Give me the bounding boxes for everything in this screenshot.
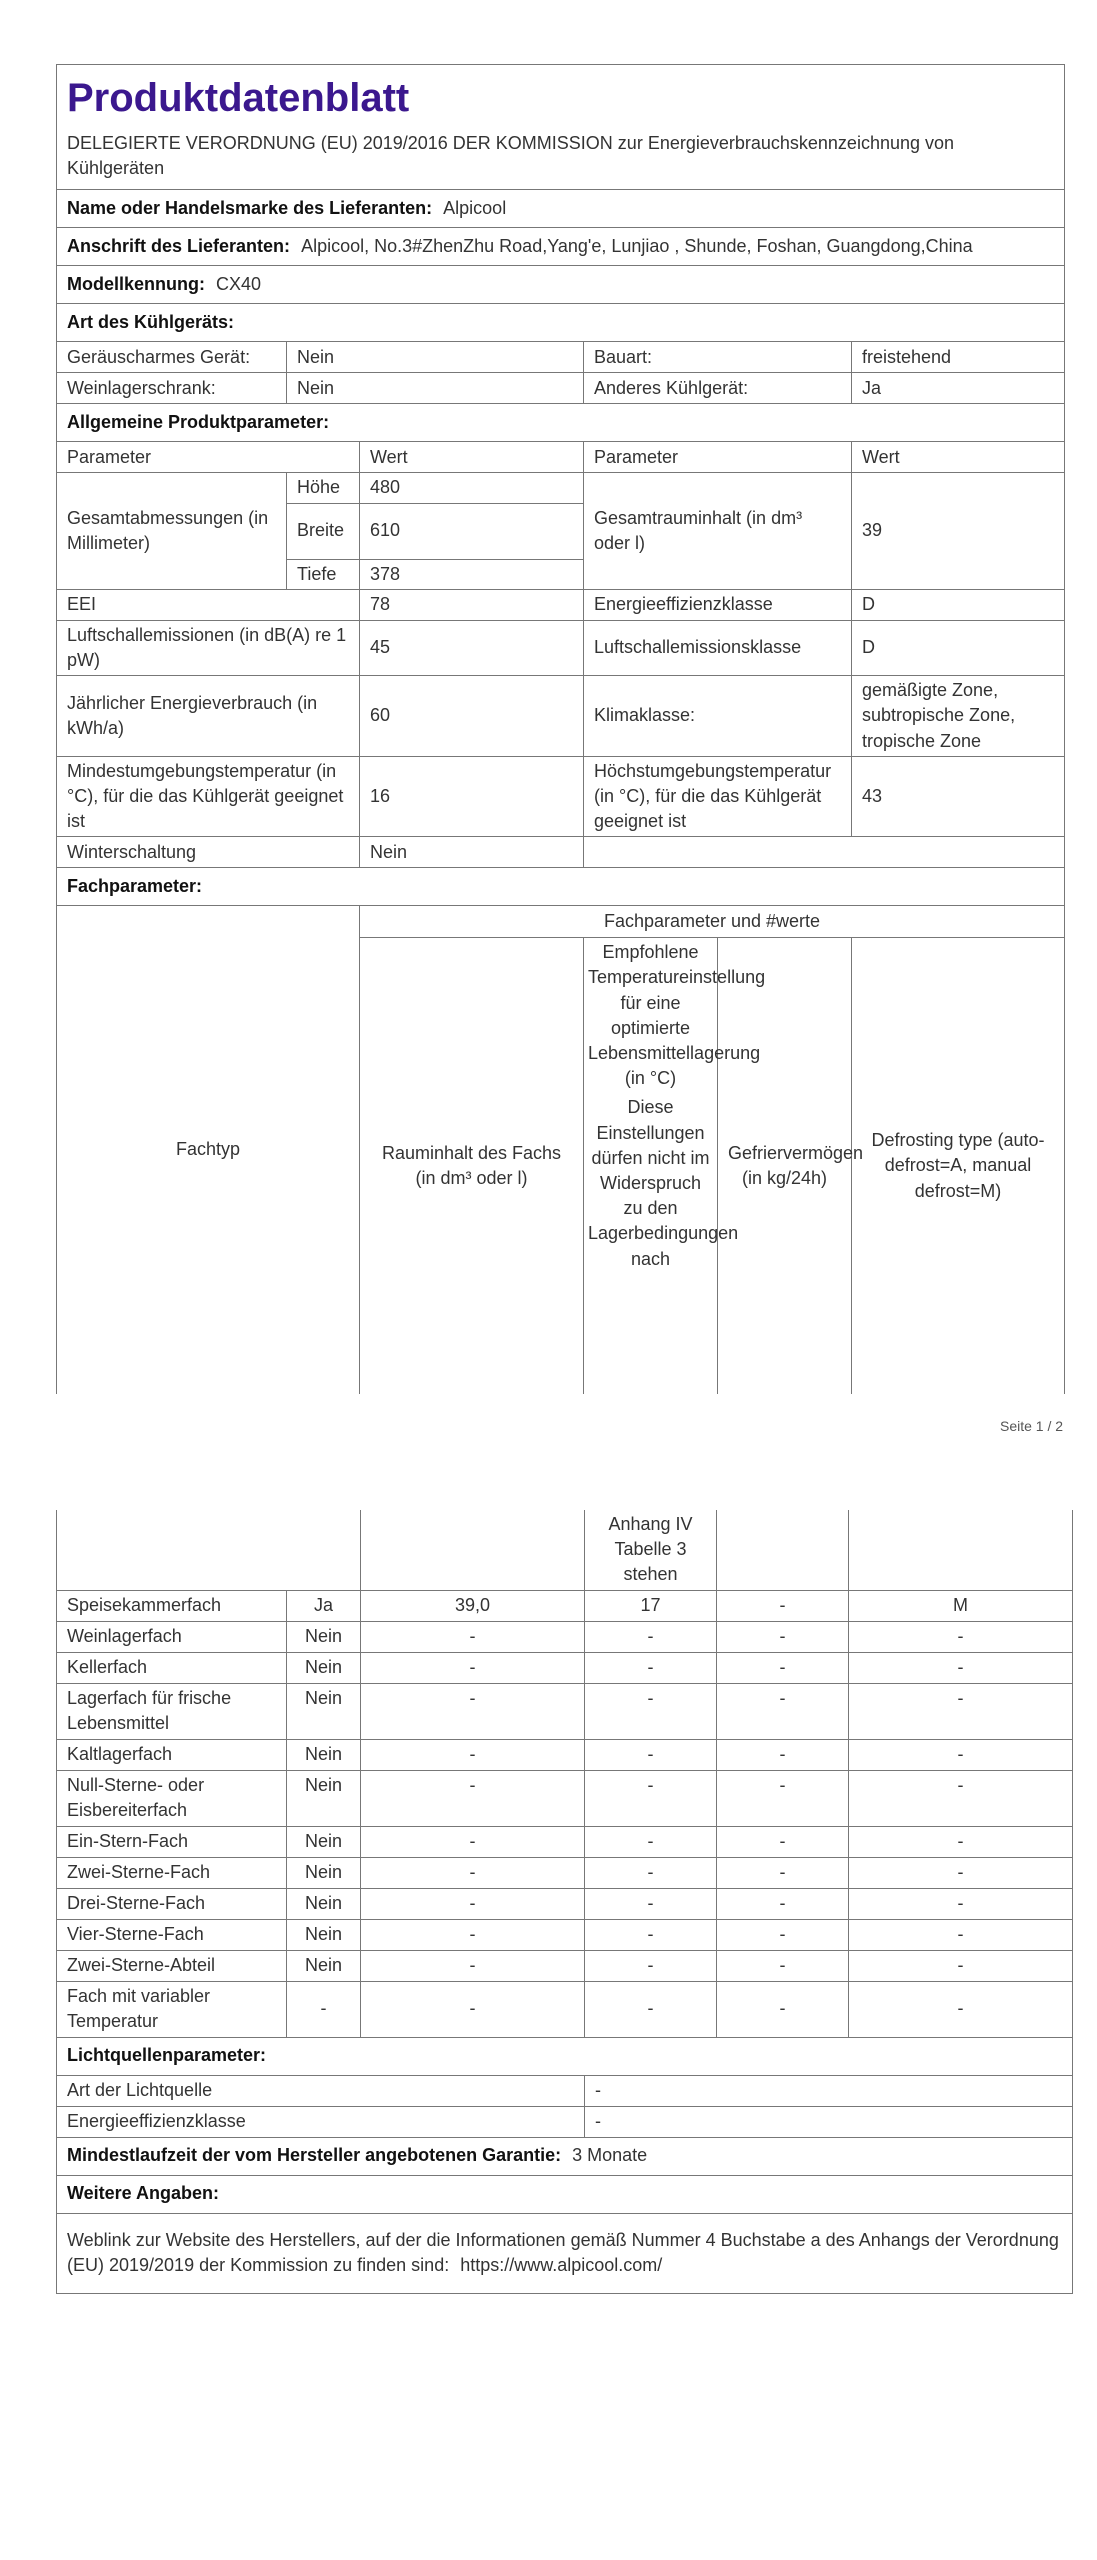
compartment-row [57, 1770, 1073, 1826]
compartment-defrost: - [849, 1739, 1073, 1770]
wine-cabinet-label: Weinlagerschrank: [57, 373, 287, 404]
total-volume-value: 39 [852, 473, 1065, 589]
winter-switch-label: Winterschaltung [57, 837, 360, 868]
compartment-temp: - [585, 1919, 717, 1950]
compartment-volume: - [361, 1621, 585, 1652]
warranty-row [57, 2137, 1073, 2175]
compartment-params-heading: Fachparameter: [57, 868, 1065, 906]
compartment-volume: - [361, 1826, 585, 1857]
compartment-name: Drei-Sterne-Fach [57, 1888, 287, 1919]
datasheet-page-2 [56, 1510, 1072, 2294]
compartment-name: Null-Sterne- oder Eisbereiterfach [57, 1770, 287, 1826]
compartment-name: Speisekammerfach [57, 1590, 287, 1621]
compartment-freezing: - [717, 1770, 849, 1826]
max-temp-label: Höchstumgebungstemperatur (in °C), für die das Kühlgerät geeignet ist [584, 756, 852, 837]
wine-cabinet-value: Nein [287, 373, 584, 404]
compartment-defrost: - [849, 1950, 1073, 1981]
climate-class-value: gemäßigte Zone, subtropische Zone, tropische Zone [852, 676, 1065, 757]
recommended-temp-note: Diese Einstellungen dürfen nicht im Widerspruch zu den Lagerbedingungen nach [588, 1097, 739, 1269]
compartment-volume: - [361, 1950, 585, 1981]
datasheet-table-top [56, 64, 1065, 1394]
compartment-row [57, 1590, 1073, 1621]
min-temp-label: Mindestumgebungstemperatur (in °C), für die das Kühlgerät geeignet ist [57, 756, 360, 837]
compartment-freezing: - [717, 1950, 849, 1981]
continued-defrost-cell [849, 1510, 1073, 1590]
compartment-temp: - [585, 1621, 717, 1652]
manufacturer-weblink[interactable]: https://www.alpicool.com/ [460, 2255, 663, 2275]
compartment-defrost: - [849, 1857, 1073, 1888]
title-cell [57, 65, 1065, 190]
supplier-address-value: Alpicool, No.3#ZhenZhu Road,Yang'e, Lunjiao , Shunde, Foshan, Guangdong,China [301, 236, 973, 257]
compartment-type-header: Fachtyp [57, 906, 360, 1394]
compartment-volume: - [361, 1857, 585, 1888]
recommended-temp-header [584, 938, 766, 1394]
dimensions-label: Gesamtabmessungen (in Millimeter) [57, 473, 287, 589]
light-class-value: - [585, 2106, 1073, 2137]
compartment-name: Kellerfach [57, 1652, 287, 1683]
compartment-temp: - [585, 1888, 717, 1919]
compartment-defrost: - [849, 1888, 1073, 1919]
compartment-freezing: - [717, 1739, 849, 1770]
other-appliance-value: Ja [852, 373, 1065, 404]
defrost-type-header: Defrosting type (auto-defrost=A, manual defrost=M) [852, 938, 1065, 1394]
compartment-volume: 39,0 [361, 1590, 585, 1621]
compartment-present: Nein [287, 1652, 361, 1683]
compartment-freezing: - [717, 1888, 849, 1919]
energy-class-value: D [852, 589, 1065, 620]
compartment-row [57, 1950, 1073, 1981]
compartment-row [57, 1739, 1073, 1770]
compartment-volume: - [361, 1888, 585, 1919]
compartment-temp: - [585, 1770, 717, 1826]
datasheet-table-bottom [56, 1510, 1073, 2294]
col-value-header: Wert [360, 442, 584, 473]
col-param-header: Parameter [57, 442, 360, 473]
col-value-header-2: Wert [852, 442, 1065, 473]
compartment-present: Ja [287, 1590, 361, 1621]
compartment-volume: - [361, 1981, 585, 2037]
compartment-row [57, 1621, 1073, 1652]
regulation-subtitle: DELEGIERTE VERORDNUNG (EU) 2019/2016 DER KOMMISSION zur Energieverbrauchskennzeichnung von Kühlgeräten [67, 133, 955, 179]
compartment-defrost: - [849, 1621, 1073, 1652]
compartment-volume: - [361, 1683, 585, 1739]
compartment-present: Nein [287, 1683, 361, 1739]
further-info-row [57, 2213, 1073, 2293]
compartment-volume-header: Rauminhalt des Fachs (in dm³ oder l) [360, 938, 584, 1394]
compartment-defrost: - [849, 1919, 1073, 1950]
compartment-temp: - [585, 1857, 717, 1888]
compartment-present: Nein [287, 1919, 361, 1950]
climate-class-label: Klimaklasse: [584, 676, 852, 757]
continued-freeze-cell [717, 1510, 849, 1590]
winter-switch-value: Nein [360, 837, 584, 868]
compartment-temp: - [585, 1652, 717, 1683]
compartment-row [57, 1888, 1073, 1919]
width-value: 610 [360, 503, 584, 559]
datasheet-page-1 [56, 64, 1064, 1394]
light-type-label: Art der Lichtquelle [57, 2075, 585, 2106]
compartment-defrost: - [849, 1826, 1073, 1857]
compartment-freezing: - [717, 1919, 849, 1950]
compartment-volume: - [361, 1919, 585, 1950]
compartment-defrost: - [849, 1652, 1073, 1683]
compartment-name: Weinlagerfach [57, 1621, 287, 1652]
freezing-capacity-header: Gefriervermögen (in kg/24h) [718, 938, 852, 1394]
empty-cell [584, 837, 1065, 868]
depth-value: 378 [360, 559, 584, 589]
compartment-temp: - [585, 1981, 717, 2037]
compartment-freezing: - [717, 1590, 849, 1621]
compartment-temp: - [585, 1950, 717, 1981]
height-value: 480 [360, 473, 584, 503]
compartment-volume: - [361, 1652, 585, 1683]
model-row [57, 266, 1065, 304]
compartment-freezing: - [717, 1981, 849, 2037]
noise-label: Luftschallemissionen (in dB(A) re 1 pW) [57, 620, 360, 675]
compartment-row [57, 1683, 1073, 1739]
compartment-row [57, 1826, 1073, 1857]
compartment-volume: - [361, 1770, 585, 1826]
compartment-defrost: - [849, 1683, 1073, 1739]
total-volume-label: Gesamtrauminhalt (in dm³ oder l) [584, 473, 852, 589]
compartment-name: Lagerfach für frische Lebensmittel [57, 1683, 287, 1739]
compartment-name: Zwei-Sterne-Fach [57, 1857, 287, 1888]
warranty-label: Mindestlaufzeit der vom Hersteller angebotenen Garantie: [67, 2145, 562, 2166]
compartment-freezing: - [717, 1857, 849, 1888]
page-title: Produktdatenblatt [67, 76, 410, 120]
compartment-temp: 17 [585, 1590, 717, 1621]
compartment-present: - [287, 1981, 361, 2037]
compartment-freezing: - [717, 1652, 849, 1683]
page-number: Seite 1 / 2 [1000, 1418, 1064, 1434]
compartment-freezing: - [717, 1621, 849, 1652]
compartment-row [57, 1652, 1073, 1683]
compartment-name: Fach mit variabler Temperatur [57, 1981, 287, 2037]
compartment-present: Nein [287, 1739, 361, 1770]
model-value: CX40 [216, 274, 262, 295]
noise-class-value: D [852, 620, 1065, 675]
compartment-present: Nein [287, 1770, 361, 1826]
compartment-row [57, 1857, 1073, 1888]
supplier-address-row [57, 228, 1065, 266]
depth-label: Tiefe [287, 559, 360, 589]
supplier-name-label: Name oder Handelsmarke des Lieferanten: [67, 198, 433, 219]
recommended-temp-text: Empfohlene Temperatureinstellung für eine optimierte Lebensmittellagerung (in °C) [588, 942, 766, 1089]
low-noise-label: Geräuscharmes Gerät: [57, 342, 287, 373]
warranty-value: 3 Monate [572, 2145, 648, 2166]
continued-type-cell [57, 1510, 361, 1590]
col-param-header-2: Parameter [584, 442, 852, 473]
compartment-rows [57, 1590, 1073, 2037]
noise-value: 45 [360, 620, 584, 675]
other-appliance-label: Anderes Kühlgerät: [584, 373, 852, 404]
annual-consumption-value: 60 [360, 676, 584, 757]
compartment-row [57, 1981, 1073, 2037]
height-label: Höhe [287, 473, 360, 503]
min-temp-value: 16 [360, 756, 584, 837]
compartment-freezing: - [717, 1683, 849, 1739]
compartment-defrost: M [849, 1590, 1073, 1621]
compartment-present: Nein [287, 1826, 361, 1857]
light-class-label: Energieeffizienzklasse [57, 2106, 585, 2137]
design-label: Bauart: [584, 342, 852, 373]
compartment-defrost: - [849, 1770, 1073, 1826]
light-source-heading: Lichtquellenparameter: [57, 2037, 1073, 2075]
compartment-volume: - [361, 1739, 585, 1770]
design-value: freistehend [852, 342, 1065, 373]
device-type-heading: Art des Kühlgeräts: [57, 304, 1065, 342]
compartment-freezing: - [717, 1826, 849, 1857]
general-params-heading: Allgemeine Produktparameter: [57, 404, 1065, 442]
eei-label: EEI [57, 589, 360, 620]
compartment-name: Kaltlagerfach [57, 1739, 287, 1770]
compartment-group-header: Fachparameter und #werte [360, 906, 1065, 938]
compartment-present: Nein [287, 1888, 361, 1919]
compartment-temp: - [585, 1683, 717, 1739]
model-label: Modellkennung: [67, 274, 205, 295]
compartment-temp: - [585, 1739, 717, 1770]
compartment-name: Ein-Stern-Fach [57, 1826, 287, 1857]
continued-temp-cell: Anhang IV Tabelle 3 stehen [585, 1510, 717, 1590]
further-info-heading: Weitere Angaben: [57, 2175, 1073, 2213]
continued-volume-cell [361, 1510, 585, 1590]
annual-consumption-label: Jährlicher Energieverbrauch (in kWh/a) [57, 676, 360, 757]
supplier-name-row [57, 190, 1065, 228]
noise-class-label: Luftschallemissionsklasse [584, 620, 852, 675]
compartment-present: Nein [287, 1621, 361, 1652]
width-label: Breite [287, 503, 360, 559]
compartment-row [57, 1919, 1073, 1950]
compartment-name: Zwei-Sterne-Abteil [57, 1950, 287, 1981]
compartment-present: Nein [287, 1950, 361, 1981]
compartment-name: Vier-Sterne-Fach [57, 1919, 287, 1950]
energy-class-label: Energieeffizienzklasse [584, 589, 852, 620]
compartment-defrost: - [849, 1981, 1073, 2037]
supplier-address-label: Anschrift des Lieferanten: [67, 236, 291, 257]
supplier-name-value: Alpicool [443, 198, 507, 219]
low-noise-value: Nein [287, 342, 584, 373]
light-type-value: - [585, 2075, 1073, 2106]
max-temp-value: 43 [852, 756, 1065, 837]
compartment-temp: - [585, 1826, 717, 1857]
compartment-present: Nein [287, 1857, 361, 1888]
further-info-text: Weblink zur Website des Herstellers, auf der die Informationen gemäß Nummer 4 Buchstabe a des Anhangs der Verordnung (EU) 2019/2019 der Kommission zu finden sind: [67, 2229, 1059, 2275]
eei-value: 78 [360, 589, 584, 620]
